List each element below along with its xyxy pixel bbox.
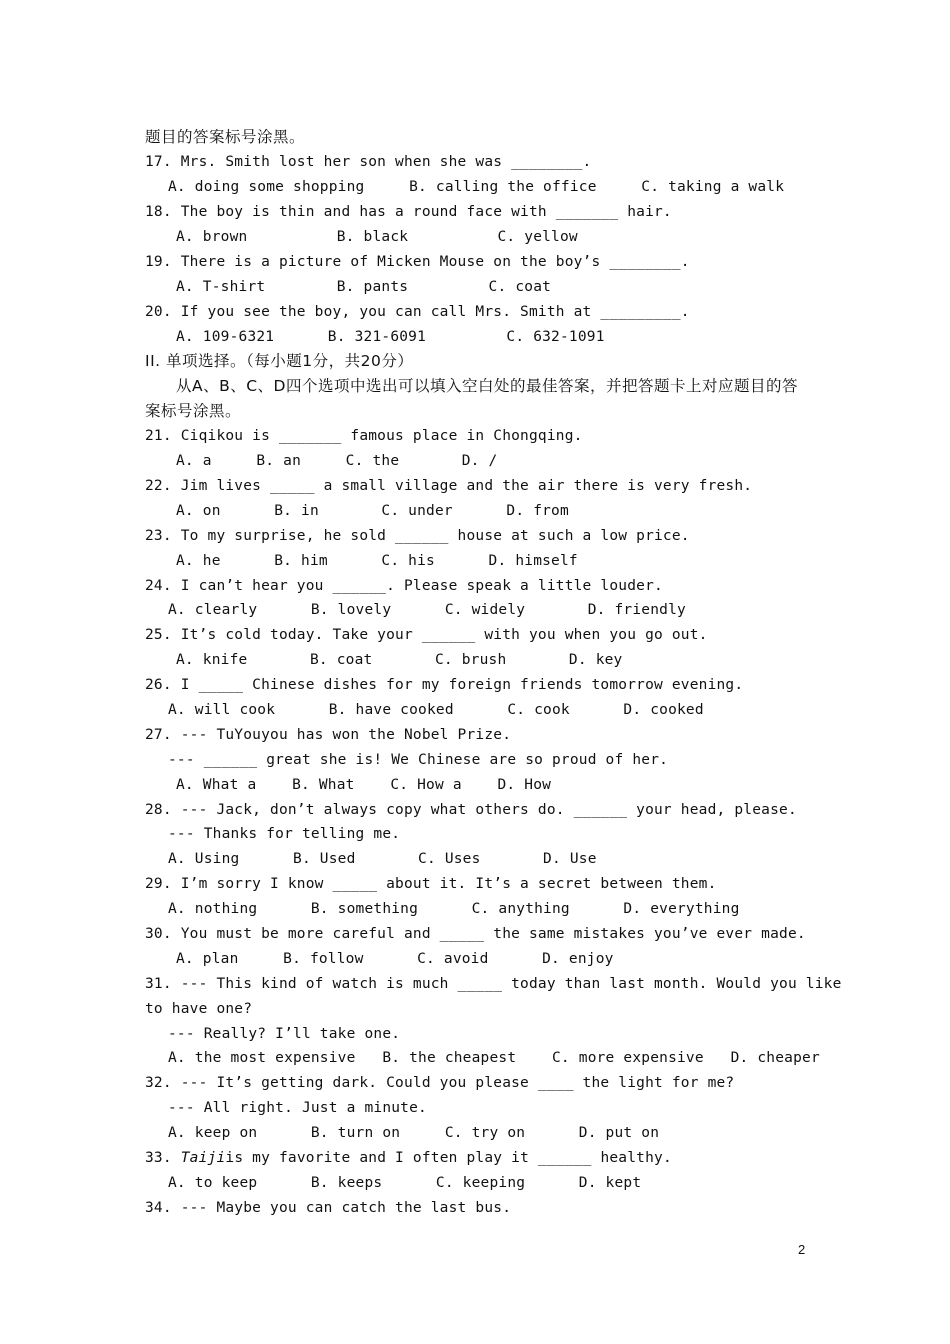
question-27: 27. --- TuYouyou has won the Nobel Prize.	[145, 727, 512, 743]
question-20: 20. If you see the boy, you can call Mrs. Smith at _________.	[145, 304, 690, 320]
question-27-dialogue: --- ______ great she is! We Chinese are so proud of her.	[168, 752, 669, 768]
question-33-number: 33.	[145, 1150, 181, 1166]
question-31-dialogue: --- Really? I’ll take one.	[168, 1026, 401, 1042]
options-25: A. knife B. coat C. brush D. key	[176, 652, 623, 668]
instruction-text: 题目的答案标号涂黑。	[145, 128, 306, 146]
question-32: 32. --- It’s getting dark. Could you please ____ the light for me?	[145, 1075, 735, 1091]
options-23: A. he B. him C. his D. himself	[176, 553, 578, 569]
options-19: A. T-shirt B. pants C. coat	[176, 279, 552, 295]
options-31: A. the most expensive B. the cheapest C. more expensive D. cheaper	[168, 1050, 820, 1066]
options-21: A. a B. an C. the D. /	[176, 453, 498, 469]
question-29: 29. I’m sorry I know _____ about it. It’s a secret between them.	[145, 876, 717, 892]
question-21: 21. Ciqikou is _______ famous place in Chongqing.	[145, 428, 583, 444]
question-28-dialogue: --- Thanks for telling me.	[168, 826, 401, 842]
question-33-italic-word: Taiji	[180, 1150, 226, 1166]
section-instruction: 从A、B、C、D四个选项中选出可以填入空白处的最佳答案，并把答题卡上对应题目的答	[176, 377, 798, 395]
question-24: 24. I can’t hear you ______. Please speak a little louder.	[145, 578, 663, 594]
question-26: 26. I _____ Chinese dishes for my foreign friends tomorrow evening.	[145, 677, 744, 693]
question-17: 17. Mrs. Smith lost her son when she was ________.	[145, 154, 592, 170]
question-23: 23. To my surprise, he sold ______ house at such a low price.	[145, 528, 690, 544]
options-33: A. to keep B. keeps C. keeping D. kept	[168, 1175, 642, 1191]
options-27: A. What a B. What C. How a D. How	[176, 777, 552, 793]
section-instruction-cont: 案标号涂黑。	[145, 402, 242, 420]
options-18: A. brown B. black C. yellow	[176, 229, 578, 245]
page-number: 2	[798, 1242, 806, 1257]
question-33-text: is my favorite and I often play it ______ healthy.	[225, 1150, 672, 1166]
question-33	[145, 1146, 672, 1170]
options-24: A. clearly B. lovely C. widely D. friendly	[168, 602, 686, 618]
options-20: A. 109-6321 B. 321-6091 C. 632-1091	[176, 329, 605, 345]
options-26: A. will cook B. have cooked C. cook D. cooked	[168, 702, 704, 718]
question-34: 34. --- Maybe you can catch the last bus.	[145, 1200, 512, 1216]
options-32: A. keep on B. turn on C. try on D. put on	[168, 1125, 660, 1141]
section-heading: II. 单项选择。（每小题1分，共20分）	[145, 352, 414, 370]
question-22: 22. Jim lives _____ a small village and the air there is very fresh.	[145, 478, 753, 494]
question-32-dialogue: --- All right. Just a minute.	[168, 1100, 427, 1116]
question-19: 19. There is a picture of Micken Mouse on the boy’s ________.	[145, 254, 690, 270]
question-30: 30. You must be more careful and _____ the same mistakes you’ve ever made.	[145, 926, 806, 942]
question-31-cont: to have one?	[145, 1001, 253, 1017]
options-22: A. on B. in C. under D. from	[176, 503, 569, 519]
options-29: A. nothing B. something C. anything D. everything	[168, 901, 740, 917]
options-28: A. Using B. Used C. Uses D. Use	[168, 851, 597, 867]
question-28: 28. --- Jack, don’t always copy what others do. ______ your head, please.	[145, 802, 797, 818]
options-17: A. doing some shopping B. calling the office C. taking a walk	[168, 179, 785, 195]
question-18: 18. The boy is thin and has a round face with _______ hair.	[145, 204, 672, 220]
options-30: A. plan B. follow C. avoid D. enjoy	[176, 951, 614, 967]
question-31: 31. --- This kind of watch is much _____ today than last month. Would you like	[145, 976, 842, 992]
question-25: 25. It’s cold today. Take your ______ with you when you go out.	[145, 627, 708, 643]
